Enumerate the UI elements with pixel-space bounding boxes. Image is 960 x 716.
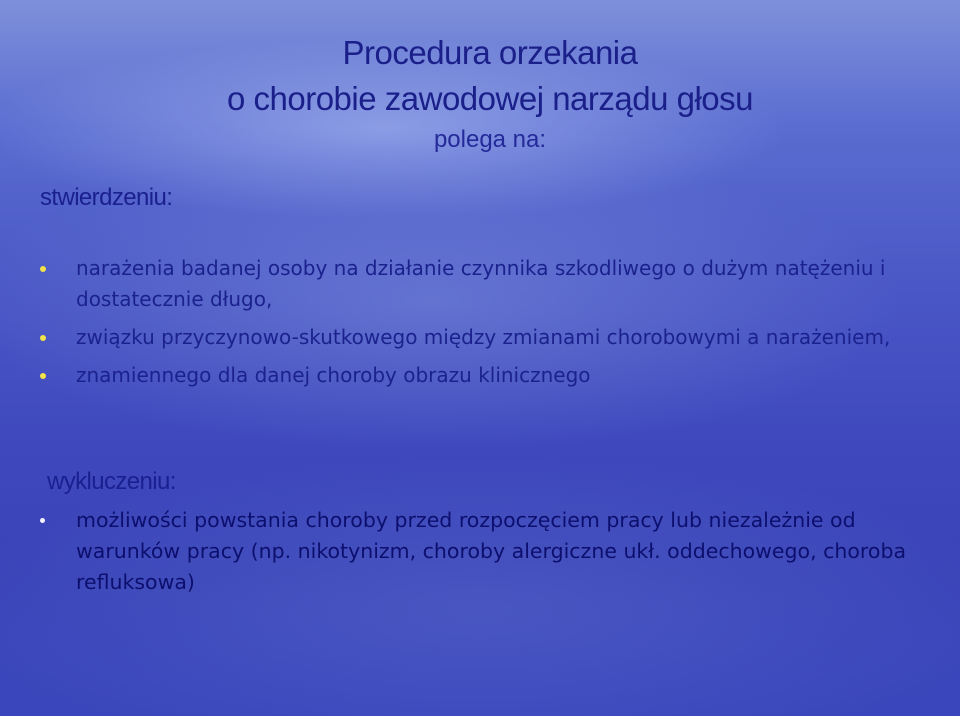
title-line-2: o chorobie zawodowej narządu głosu [226, 80, 754, 117]
section-label-wykluczeniu: wykluczeniu: [47, 468, 176, 495]
list-item-text: możliwości powstania choroby przed rozpoczęciem pracy lub niezależnie od warunków pracy (np. nikotynizm, choroby alergiczne ukł. oddechowego, choroba refluksowa) [76, 508, 907, 594]
bullet-list-stwierdzeniu [40, 253, 920, 398]
list-item-text: znamiennego dla danej choroby obrazu klinicznego [76, 363, 591, 387]
title-line-1: Procedura orzekania [342, 34, 638, 71]
list-item [40, 322, 920, 353]
bullet-icon [40, 518, 45, 523]
title-subtitle: polega na: [433, 126, 547, 153]
bullet-icon [40, 266, 46, 272]
list-item-text: narażenia badanej osoby na działanie czynnika szkodliwego o dużym natężeniu i dostatecznie długo, [76, 256, 886, 311]
section-label-stwierdzeniu: stwierdzeniu: [40, 184, 173, 211]
bullet-icon [40, 373, 46, 379]
bullet-icon [40, 335, 46, 341]
list-item [40, 253, 920, 315]
list-item-text: związku przyczynowo-skutkowego między zmianami chorobowymi a narażeniem, [76, 325, 891, 349]
list-item [40, 360, 920, 391]
bullet-list-wykluczeniu [40, 505, 940, 605]
list-item [40, 505, 940, 598]
slide-title [190, 30, 790, 158]
